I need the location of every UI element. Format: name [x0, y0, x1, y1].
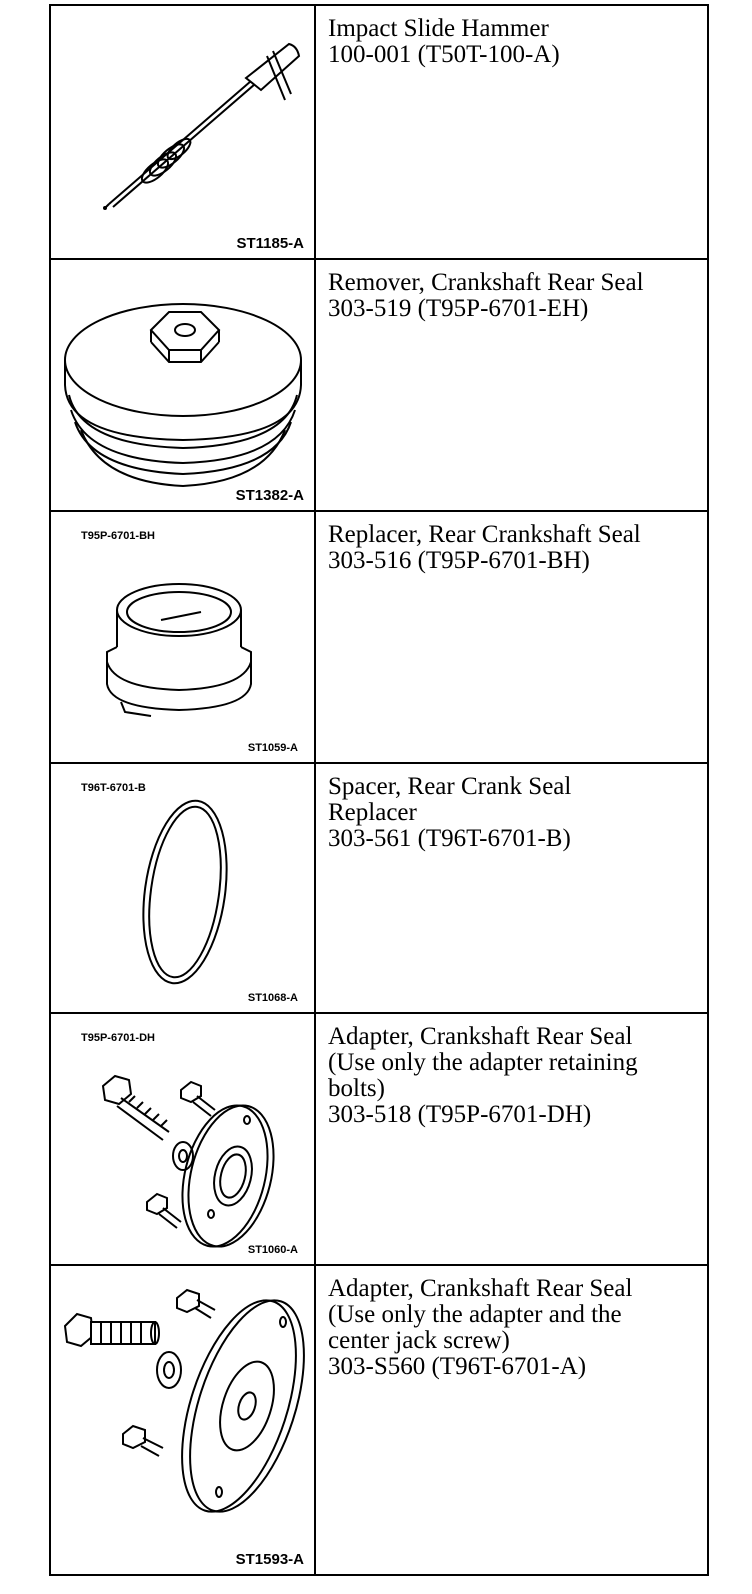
- art-code: ST1068-A: [247, 992, 298, 1004]
- tool-description-cell: [315, 1265, 708, 1575]
- tool-description-cell: [315, 259, 708, 511]
- slide-hammer-icon: [51, 6, 314, 258]
- art-code: ST1059-A: [247, 742, 298, 754]
- tool-part-number: 303-561 (T96T-6701-B): [328, 825, 571, 852]
- tool-name: Spacer, Rear Crank Seal: [328, 773, 572, 800]
- tool-name: Replacer, Rear Crankshaft Seal: [328, 521, 641, 548]
- tool-part-number: 303-S560 (T96T-6701-A): [328, 1353, 587, 1380]
- tool-number: T95P-6701-DH: [81, 1032, 155, 1044]
- tool-illustration-cell: [50, 511, 315, 763]
- tool-description-cell: [315, 1013, 708, 1265]
- tool-row: [50, 763, 708, 1013]
- tool-illustration-cell: [50, 1013, 315, 1265]
- tool-row: [50, 511, 708, 763]
- tool-note-cont: bolts): [328, 1075, 385, 1102]
- spacer-ring-icon: [51, 764, 314, 1012]
- tool-row: [50, 259, 708, 511]
- tool-name: Impact Slide Hammer: [328, 15, 549, 42]
- tool-name: Remover, Crankshaft Rear Seal: [328, 269, 644, 296]
- special-tools-table: [49, 4, 709, 1576]
- tool-name: Adapter, Crankshaft Rear Seal: [328, 1275, 633, 1302]
- tool-part-number: 303-519 (T95P-6701-EH): [328, 295, 589, 322]
- tool-description-cell: [315, 763, 708, 1013]
- art-code: ST1593-A: [235, 1551, 304, 1568]
- tool-note-cont: center jack screw): [328, 1327, 510, 1354]
- tool-part-number: 303-516 (T95P-6701-BH): [328, 547, 590, 574]
- tool-illustration-cell: [50, 5, 315, 259]
- tool-note: (Use only the adapter retaining: [328, 1049, 638, 1076]
- tool-illustration-cell: [50, 1265, 315, 1575]
- tool-row: [50, 5, 708, 259]
- art-code: ST1060-A: [247, 1244, 298, 1256]
- art-code: ST1382-A: [235, 487, 304, 504]
- tool-number: T95P-6701-BH: [81, 530, 155, 542]
- tool-number: T96T-6701-B: [81, 782, 146, 794]
- tool-note: (Use only the adapter and the: [328, 1301, 622, 1328]
- tool-illustration-cell: [50, 259, 315, 511]
- seal-adapter-jackscrew-icon: [51, 1266, 314, 1574]
- seal-remover-icon: [51, 260, 314, 510]
- tool-name-cont: Replacer: [328, 799, 417, 826]
- tool-row: [50, 1265, 708, 1575]
- tool-illustration-cell: [50, 763, 315, 1013]
- tool-name: Adapter, Crankshaft Rear Seal: [328, 1023, 633, 1050]
- seal-replacer-icon: [51, 512, 314, 762]
- tool-part-number: 100-001 (T50T-100-A): [328, 41, 560, 68]
- tool-part-number: 303-518 (T95P-6701-DH): [328, 1101, 592, 1128]
- tool-description-cell: [315, 511, 708, 763]
- seal-adapter-icon: [51, 1014, 314, 1264]
- art-code: ST1185-A: [236, 235, 304, 252]
- tool-description-cell: [315, 5, 708, 259]
- tool-row: [50, 1013, 708, 1265]
